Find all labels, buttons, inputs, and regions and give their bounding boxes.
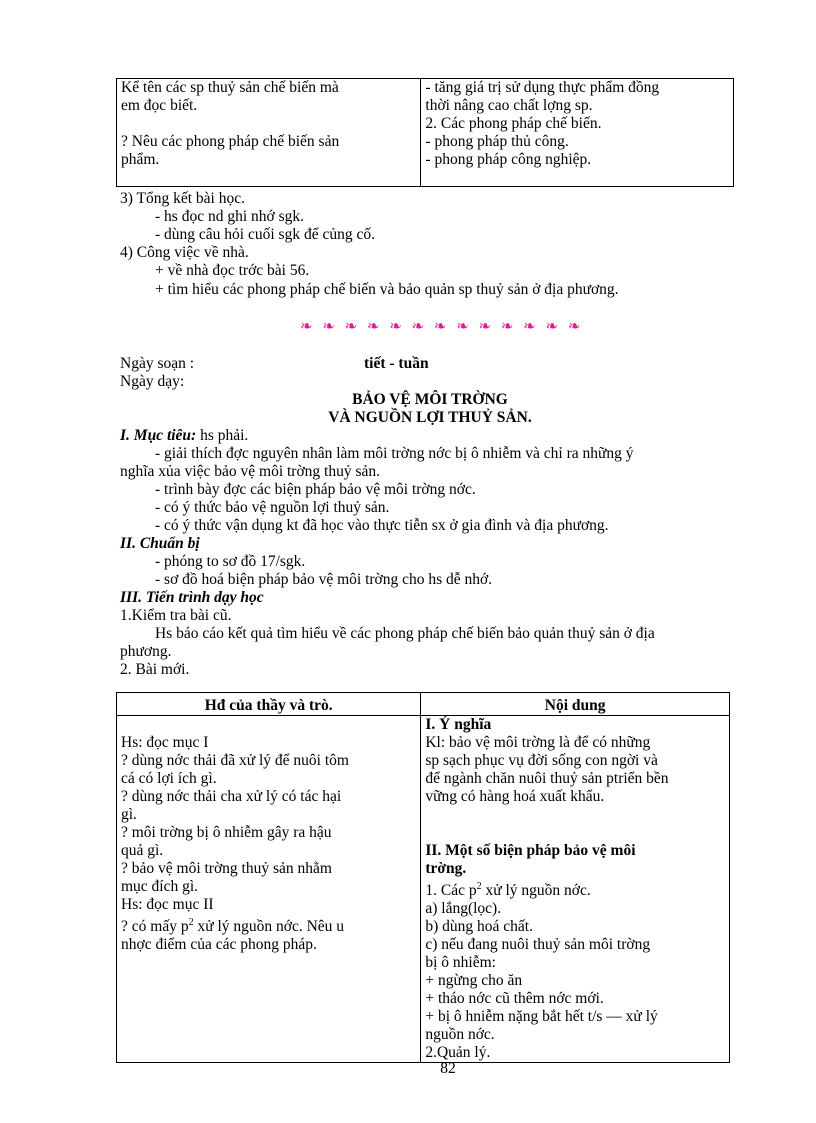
left-line-8: ? bảo vệ môi trờng thuỷ sản nhằm (121, 860, 332, 877)
lesson-title-line-1: BẢO VỆ MÔI TRỜNG (352, 391, 508, 408)
content-2-line-9: nguồn nớc. (425, 1026, 495, 1044)
content-cell (421, 716, 730, 1063)
top-table-right-cell (421, 79, 734, 187)
content-2-line-7: + tháo nớc cũ thêm nớc mới. (425, 990, 604, 1008)
content-2-line-2: a) lắng(lọc). (425, 900, 502, 918)
preparation-heading: II. Chuẩn bị (120, 535, 200, 552)
col2-header: Nội dung (421, 693, 730, 716)
top-left-line-5: phẩm. (121, 151, 160, 168)
top-right-line-1: - tăng giá trị sử dụng thực phẩm đồng (425, 79, 660, 96)
left-line-10: Hs: đọc mục II (121, 896, 214, 913)
lesson-table (116, 692, 730, 1063)
content-superscript: 2 (476, 881, 482, 892)
top-right-line-3: 2. Các phong pháp chế biến. (425, 115, 602, 132)
content-1-line-1: Kl: bảo vệ môi trờng là để có những (425, 734, 651, 751)
content-heading-1: I. Ý nghĩa (425, 716, 492, 733)
content-heading-2b: trờng. (425, 860, 467, 877)
process-item-2b: phương. (120, 643, 172, 660)
ornament-divider: ❧ ❧ ❧ ❧ ❧ ❧ ❧ ❧ ❧ ❧ ❧ ❧ ❧ (300, 319, 584, 335)
content-2-line-3: b) dùng hoá chất. (425, 918, 533, 936)
summary-item-1: - hs đọc nd ghi nhớ sgk. (155, 208, 304, 225)
top-right-line-4: - phong pháp thủ công. (425, 133, 569, 150)
content-2-line-6: + ngừng cho ăn (425, 972, 523, 990)
date-prepare: Ngày soạn : (120, 355, 195, 372)
left-line-11a: ? có mấy p (121, 918, 189, 936)
left-line-11b: xử lý nguồn nớc. Nêu u (193, 918, 345, 936)
process-item-1: 1.Kiểm tra bài cũ. (120, 607, 232, 624)
col1-header: Hđ của thầy và trò. (117, 693, 421, 716)
summary-item-2: - dùng câu hỏi cuối sgk để củng cố. (155, 226, 375, 243)
process-item-3: 2. Bài mới. (120, 661, 190, 678)
teacher-student-cell (117, 716, 421, 1063)
left-line-3: cá có lợi ích gì. (121, 770, 217, 787)
process-heading: III. Tiến trình dạy học (120, 589, 264, 606)
content-2-line-5: bị ô nhiễm: (425, 954, 496, 972)
page-number: 82 (440, 1060, 456, 1077)
content-2-line-1b: xử lý nguồn nớc. (481, 882, 591, 900)
content-1-line-3: để ngành chăn nuôi thuỷ sản ptriển bền (425, 770, 669, 787)
content-2-line-1a: 1. Các p (425, 882, 477, 900)
left-line-6: ? môi trờng bị ô nhiễm gây ra hậu (121, 824, 332, 841)
top-left-line-4: ? Nêu các phong pháp chế biến sản (121, 133, 340, 150)
left-line-5: gì. (121, 806, 137, 823)
objective-4: - có ý thức vận dụng kt đã học vào thực tiễn sx ở gia đình và địa phương. (155, 517, 609, 534)
content-2-line-10: 2.Quản lý. (425, 1044, 491, 1062)
objective-1b: nghĩa xủa việc bảo vệ môi trờng thuỷ sản. (120, 463, 381, 480)
left-line-11 (121, 914, 416, 936)
content-heading-2a: II. Một số biện pháp bảo vệ môi (425, 842, 636, 859)
date-teach: Ngày dạy: (120, 373, 185, 390)
top-right-line-2: thời nâng cao chất lợng sp. (425, 97, 593, 114)
objectives-heading-row (120, 427, 248, 445)
homework-item-1: + về nhà đọc trớc bài 56. (155, 262, 310, 279)
top-left-line-2: em đọc biết. (121, 97, 198, 114)
objective-1a: - giải thích đợc nguyên nhân làm môi trờng nớc bị ô nhiễm và chỉ ra những ý (155, 445, 634, 462)
left-line-4: ? dùng nớc thải cha xử lý có tác hại (121, 788, 342, 805)
left-superscript: 2 (188, 917, 194, 928)
content-2-line-4: c) nếu đang nuôi thuỷ sản môi trờng (425, 936, 651, 954)
preparation-item-1: - phóng to sơ đồ 17/sgk. (155, 553, 306, 570)
left-line-1: Hs: đọc mục I (121, 734, 209, 751)
objectives-heading: I. Mục tiêu: (120, 427, 197, 444)
top-left-spacer (121, 115, 416, 133)
left-line-12: nhợc điểm của các phong pháp. (121, 936, 317, 954)
content-2-line-8: + bị ô hniễm nặng bắt hết t/s — xử lý (425, 1008, 658, 1026)
content-spacer (425, 806, 725, 842)
content-2-line-1 (425, 878, 725, 900)
process-item-2a: Hs báo cáo kết quả tìm hiểu về các phong pháp chế biến bảo quản thuỷ sản ở địa (155, 625, 655, 642)
content-1-line-4: vững có hàng hoá xuất khẩu. (425, 788, 605, 805)
content-1-line-2: sp sạch phục vụ đời sống con ngời và (425, 752, 658, 769)
left-line-2: ? dùng nớc thải đã xử lý để nuôi tôm (121, 752, 349, 769)
homework-heading: 4) Công việc về nhà. (120, 244, 249, 261)
top-table-left-cell (117, 79, 421, 187)
preparation-item-2: - sơ đồ hoá biện pháp bảo vệ môi trờng cho hs dễ nhớ. (155, 571, 493, 588)
objectives-heading-tail: hs phải. (196, 427, 249, 444)
top-table (116, 78, 734, 187)
summary-heading: 3) Tổng kết bài học. (120, 190, 245, 207)
homework-item-2: + tìm hiểu các phong pháp chế biến và bảo quản sp thuỷ sản ở địa phương. (155, 281, 619, 298)
top-right-line-5: - phong pháp công nghiệp. (425, 151, 592, 168)
left-line-7: quả gì. (121, 842, 164, 859)
objective-2: - trình bày đợc các biện pháp bảo vệ môi trờng nớc. (155, 481, 476, 498)
top-left-line-1: Kể tên các sp thuỷ sản chế biến mà (121, 79, 339, 96)
objective-3: - có ý thức bảo vệ nguồn lợi thuỷ sản. (155, 499, 390, 516)
lesson-title-line-2: VÀ NGUỒN LỢI THUỶ SẢN. (328, 409, 532, 426)
left-spacer (121, 716, 416, 734)
left-line-9: mục đích gì. (121, 878, 199, 895)
period-label: tiết - tuần (364, 355, 429, 372)
